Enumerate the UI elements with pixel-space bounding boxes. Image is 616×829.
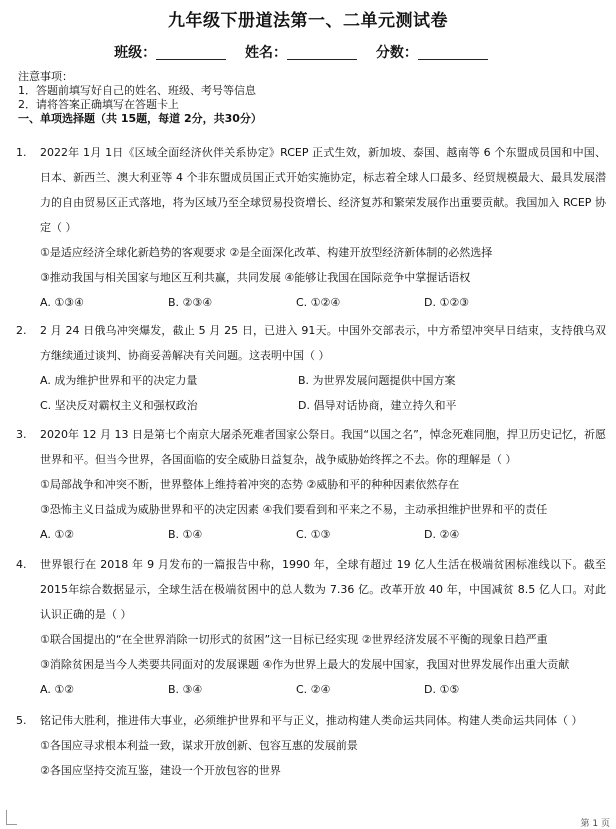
question-stem: 铭记伟大胜利，推进伟大事业，必须维护世界和平与正义，推动构建人类命运共同体。构建人类命运共同体（ ） (40, 714, 583, 727)
option-d[interactable]: D. ①⑤ (424, 683, 460, 696)
question-2 (16, 318, 606, 418)
statement-line: ③恐怖主义日益成为威胁世界和平的决定因素 ④我们要看到和平来之不易，主动承担维护世界和平的责任 (40, 503, 548, 516)
statement-line: ③推动我国与相关国家与地区互利共赢，共同发展 ④能够让我国在国际竞争中掌握话语权 (40, 271, 471, 284)
option-c[interactable]: C. ①②④ (296, 296, 341, 309)
class-label: 班级： (114, 45, 157, 61)
question-3 (16, 422, 606, 547)
statement-line: ①联合国提出的“在全世界消除一切形式的贫困”这一目标已经实现 ②世界经济发展不平衡的现象日趋严重 (40, 633, 548, 646)
option-b[interactable]: B. 为世界发展问题提供中国方案 (298, 374, 456, 387)
question-stem: 2022年 1月 1日《区域全面经济伙伴关系协定》RCEP 正式生效，新加坡、泰国、越南等 6 个东盟成员国和中国、日本、新西兰、澳大利亚等 4 个非东盟成员国正式开始实施协定，标志着全球人口最多、经贸规模最大、最具发展潜力的自由贸易区正式落地，将为区域乃至全球贸易投资增长、经济复苏和繁荣发展作出重要贡献。我国加入 RCEP 协定（ ） (40, 146, 606, 234)
question-stem: 2 月 24 日俄乌冲突爆发，截止 5 月 25 日，已进入 91天。中国外交部表示，中方希望冲突早日结束，支持俄乌双方继续通过谈判、协商妥善解决有关问题。这表明中国（ ） (40, 324, 606, 362)
statement-line: ②各国应坚持交流互鉴，建设一个开放包容的世界 (40, 764, 281, 777)
statement-line: ③消除贫困是当今人类要共同面对的发展课题 ④作为世界上最大的发展中国家，我国对世界发展作出重大贡献 (40, 658, 570, 671)
student-info-row (0, 42, 616, 62)
option-d[interactable]: D. ②④ (424, 528, 460, 541)
option-c[interactable]: C. ②④ (296, 683, 331, 696)
question-number: 5. (16, 714, 27, 727)
question-stem: 2020年 12 月 13 日是第七个南京大屠杀死难者国家公祭日。我国“以国之名”，悼念死难同胞，捍卫历史记忆，祈愿世界和平。但当今世界，各国面临的安全威胁日益复杂，战争威胁始终挥之不去。你的理解是（ ） (40, 428, 606, 466)
page-corner-mark (6, 810, 17, 825)
question-1 (16, 140, 606, 315)
option-d[interactable]: D. 倡导对话协商，建立持久和平 (298, 399, 457, 412)
section-heading: 一、单项选择题（共 15题，每道 2分，共30分） (18, 112, 262, 125)
exam-notes (18, 70, 608, 126)
name-blank[interactable] (287, 45, 357, 60)
statement-line: ①各国应寻求根本利益一致，谋求开放创新、包容互惠的发展前景 (40, 739, 358, 752)
question-number: 3. (16, 428, 27, 441)
question-stem: 世界银行在 2018 年 9 月发布的一篇报告中称，1990 年，全球有超过 19 亿人生活在极端贫困标准线以下。截至 2015年综合数据显示，全球生活在极端贫困中的总人数为 7.36 亿。改革开放 40 年，中国减贫 8.5 亿人口。对此认识正确的是（ ） (40, 558, 606, 621)
option-row (40, 368, 606, 393)
option-c[interactable]: C. ①③ (296, 528, 331, 541)
option-b[interactable]: B. ②③④ (168, 296, 213, 309)
option-a[interactable]: A. ①② (40, 528, 75, 541)
option-row (40, 522, 606, 547)
question-5 (16, 708, 606, 783)
name-label: 姓名： (245, 45, 287, 61)
notes-heading: 注意事项： (18, 70, 73, 83)
statement-line: ①是适应经济全球化新趋势的客观要求 ②是全面深化改革、构建开放型经济新体制的必然选择 (40, 246, 493, 259)
option-b[interactable]: B. ①④ (168, 528, 203, 541)
option-b[interactable]: B. ③④ (168, 683, 203, 696)
option-row (40, 290, 606, 315)
option-c[interactable]: C. 坚决反对霸权主义和强权政治 (40, 399, 198, 412)
class-blank[interactable] (156, 45, 226, 60)
notes-item: 1．答题前填写好自己的姓名、班级、考号等信息 (18, 84, 256, 97)
question-number: 2. (16, 324, 27, 337)
score-label: 分数： (375, 45, 418, 61)
option-row (40, 677, 606, 702)
question-number: 4. (16, 558, 27, 571)
option-a[interactable]: A. ①② (40, 683, 75, 696)
option-d[interactable]: D. ①②③ (424, 296, 470, 309)
notes-item: 2．请将答案正确填写在答题卡上 (18, 98, 179, 111)
option-row (40, 393, 606, 418)
score-blank[interactable] (418, 45, 488, 60)
option-a[interactable]: A. 成为维护世界和平的决定力量 (40, 374, 198, 387)
question-number: 1. (16, 146, 27, 159)
page-number: 第 1 页 (580, 819, 610, 829)
statement-line: ①局部战争和冲突不断，世界整体上维持着冲突的态势 ②威胁和平的种种因素依然存在 (40, 478, 460, 491)
question-4 (16, 552, 606, 702)
option-a[interactable]: A. ①③④ (40, 296, 84, 309)
page-title: 九年级下册道法第一、二单元测试卷 (168, 11, 448, 31)
